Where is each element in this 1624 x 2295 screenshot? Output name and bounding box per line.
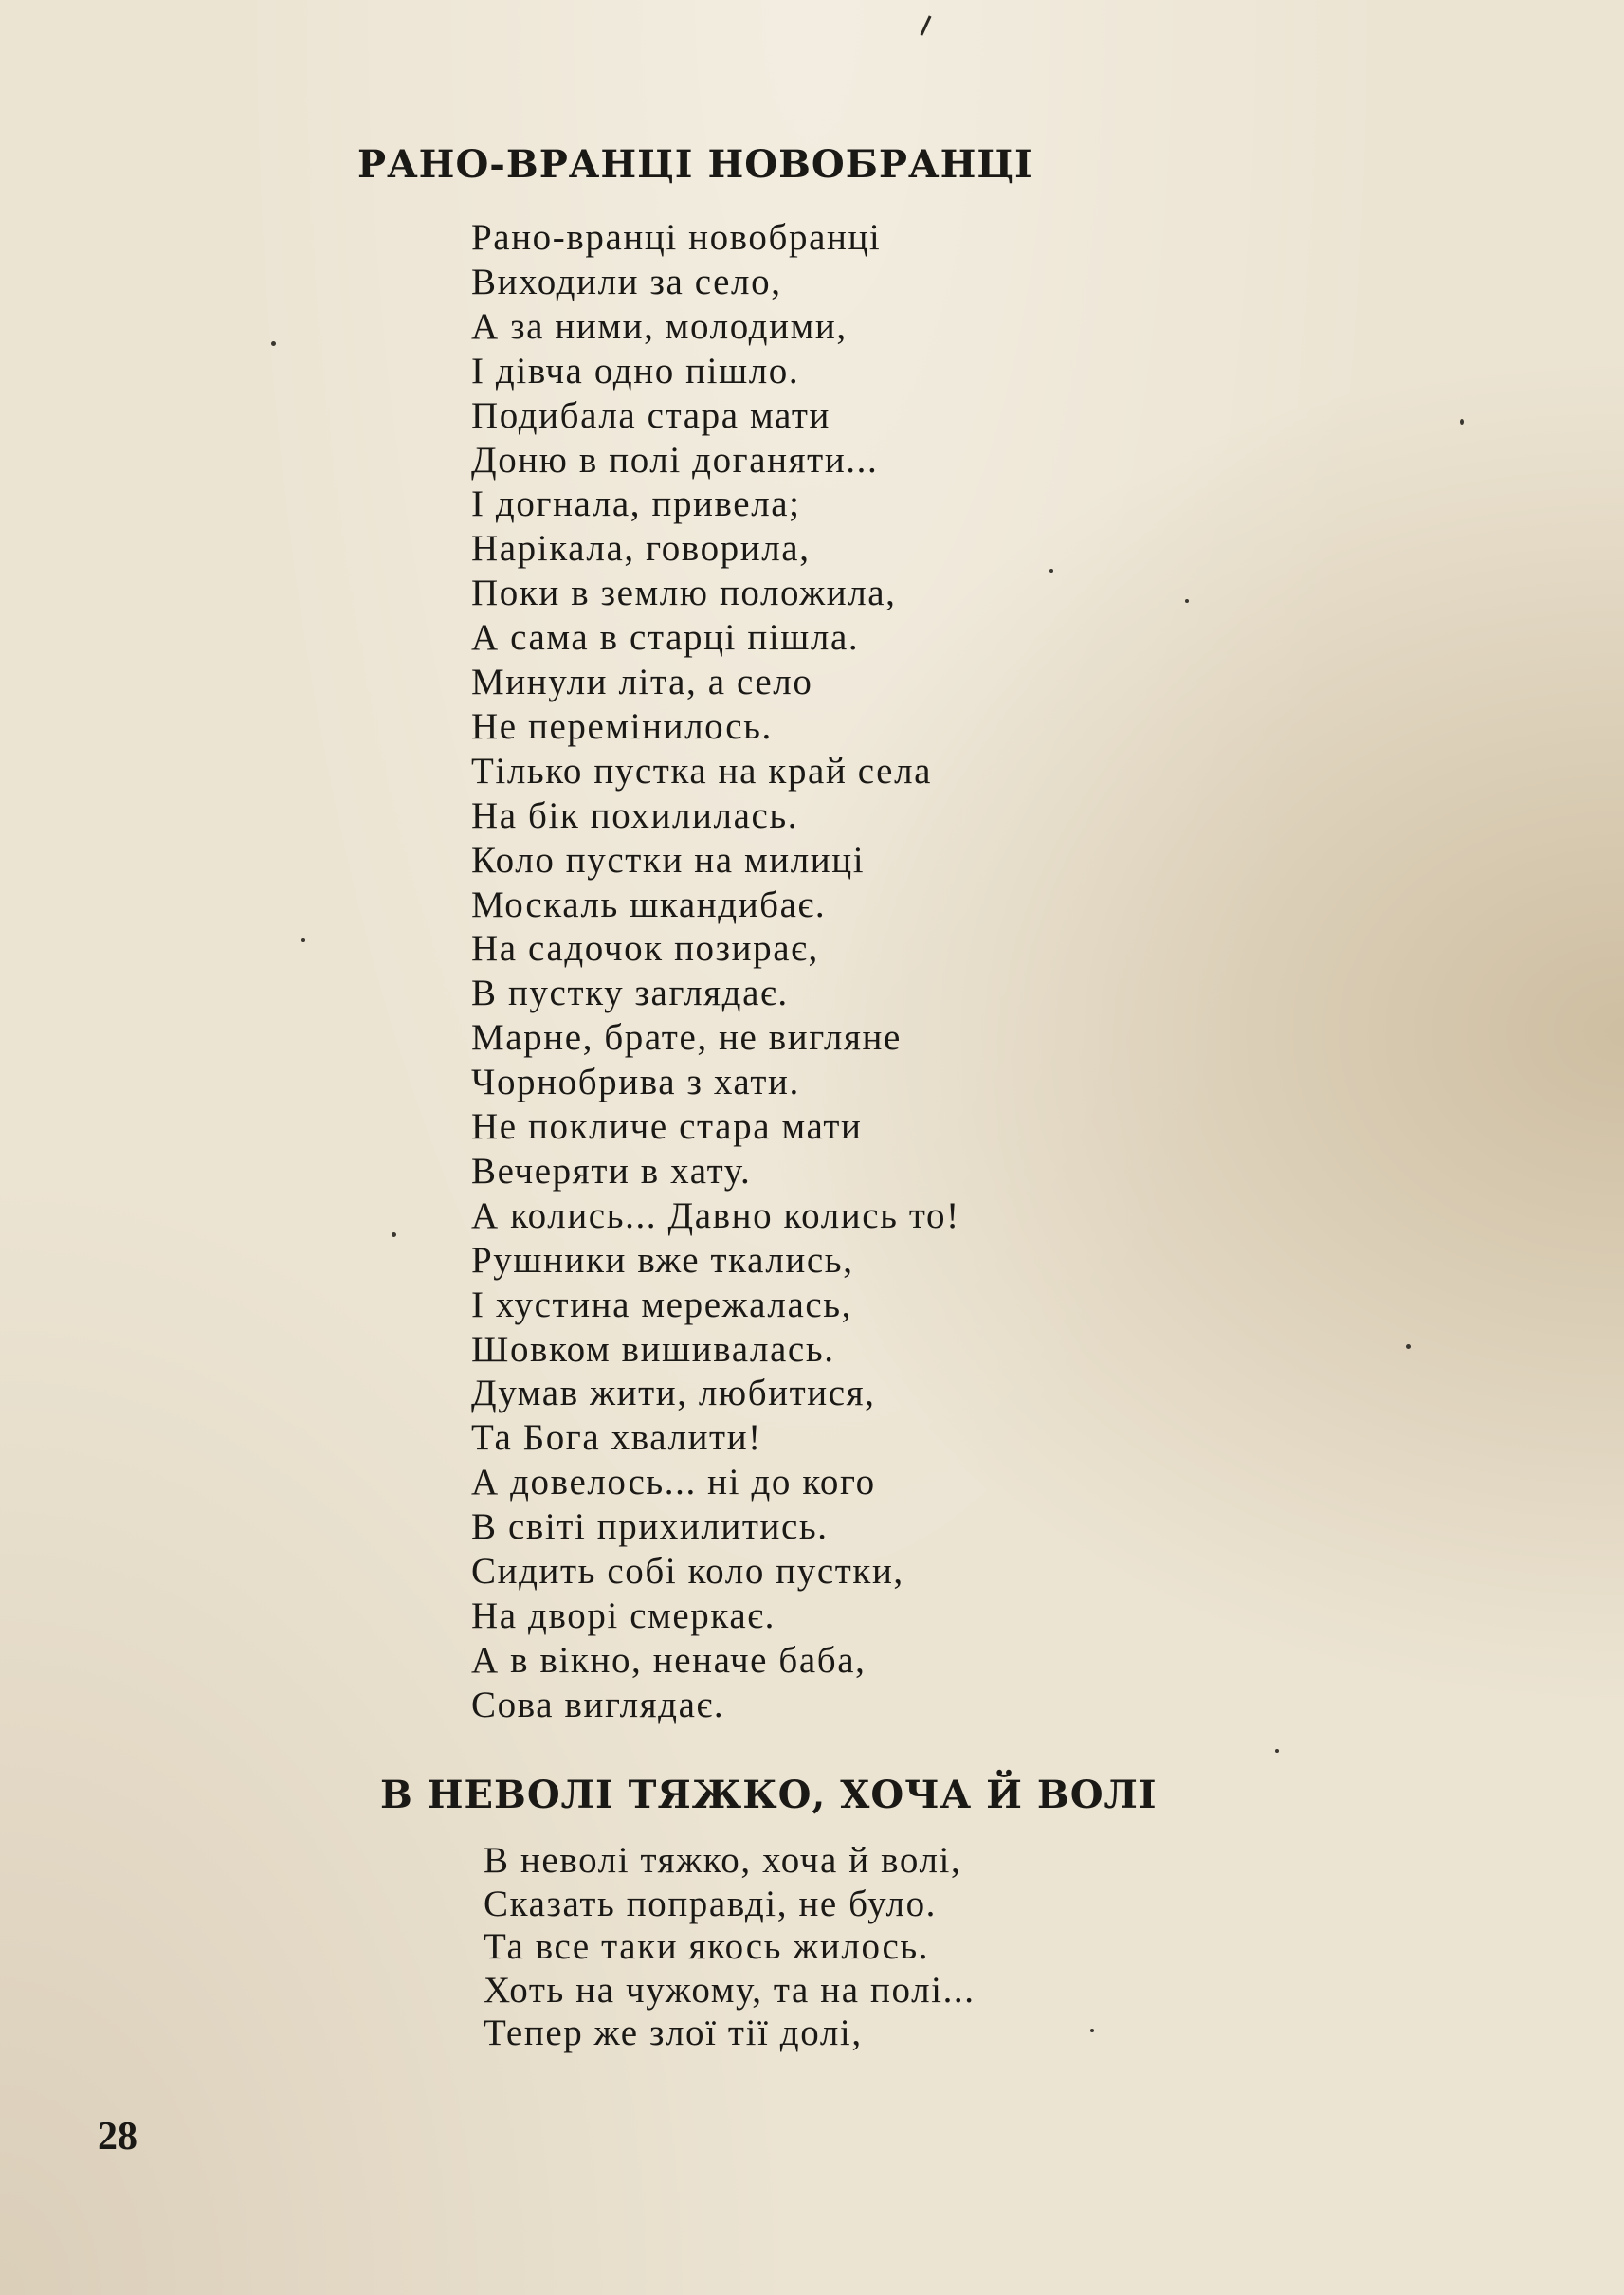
poem-line: Та Бога хвалити! <box>471 1417 762 1459</box>
poem-line: А за ними, молодими, <box>471 305 848 347</box>
poem-line: Поки в землю положила, <box>471 573 897 614</box>
poem-line: На бік похилилась. <box>471 794 799 836</box>
poem-line: Чорнобрива з хати. <box>471 1062 800 1103</box>
poem-line: Нарікала, говорила, <box>471 528 811 570</box>
poem-line: І дівча одно пішло. <box>471 350 800 392</box>
poem-line: Москаль шкандибає. <box>471 883 827 925</box>
poem-line: Марне, брате, не вигляне <box>471 1017 902 1059</box>
poem-line: Та все таки якось жилось. <box>484 1926 930 1968</box>
poem-line: Не покличе стара мати <box>471 1106 863 1147</box>
poem-line: А колись... Давно колись то! <box>471 1194 960 1236</box>
poem-line: Сова виглядає. <box>471 1684 725 1725</box>
poem-line: В пустку заглядає. <box>471 973 789 1014</box>
poem-line: А сама в старці пішла. <box>471 617 860 659</box>
poem-line: Рано-вранці новобранці <box>471 217 882 258</box>
paper-speck <box>301 938 305 942</box>
paper-speck <box>1275 1749 1279 1753</box>
poem-line: Минули літа, а село <box>471 662 813 702</box>
poem-title: РАНО-ВРАНЦІ НОВОБРАНЦІ <box>357 142 1033 187</box>
poem-line: А довелось... ні до кого <box>471 1462 876 1503</box>
poem-line: Шовком вишивалась. <box>471 1328 835 1370</box>
paper-speck <box>392 1232 396 1237</box>
poem-line: Коло пустки на милиці <box>471 839 866 881</box>
poem-line: В світі прихилитись. <box>471 1506 829 1548</box>
poem-line: Вечеряти в хату. <box>471 1150 752 1192</box>
poem-line: Рушники вже ткались, <box>471 1239 854 1281</box>
poem-line: Хоть на чужому, та на полі... <box>484 1969 976 2011</box>
paper-speck <box>1090 2029 1094 2032</box>
poem-line: Тепер же злої тії долі, <box>484 2013 863 2054</box>
poem-line: І догнала, привела; <box>471 483 801 525</box>
paper-speck <box>1185 599 1189 603</box>
poem-line: Не перемінилось. <box>471 705 773 747</box>
poem-line: Подибала стара мати <box>471 394 831 436</box>
poem-line: А в вікно, неначе баба, <box>471 1639 867 1681</box>
poem-line: Сказать поправді, не було. <box>484 1883 938 1924</box>
paper-speck <box>271 341 276 346</box>
poem-line: В неволі тяжко, хоча й волі, <box>484 1840 962 1881</box>
paper-speck <box>1460 419 1464 425</box>
poem-line: Виходили за село, <box>471 261 782 302</box>
poem-title: В НЕВОЛІ ТЯЖКО, ХОЧА Й ВОЛІ <box>380 1773 1158 1817</box>
poem-line: Тілько пустка на край села <box>471 750 933 792</box>
poem-line: Сидить собі коло пустки, <box>471 1551 904 1592</box>
page-number: 28 <box>98 2115 137 2158</box>
paper-speck <box>1406 1344 1411 1349</box>
poem-line: І хустина мережалась, <box>471 1284 853 1325</box>
poem-line: Доню в полі доганяти... <box>471 439 879 481</box>
poem-line: На садочок позирає, <box>471 928 819 970</box>
poem-line: На дворі смеркає. <box>471 1594 776 1636</box>
poem-line: Думав жити, любитися, <box>471 1373 876 1414</box>
paper-speck <box>1049 569 1053 573</box>
page-mark <box>920 15 931 35</box>
